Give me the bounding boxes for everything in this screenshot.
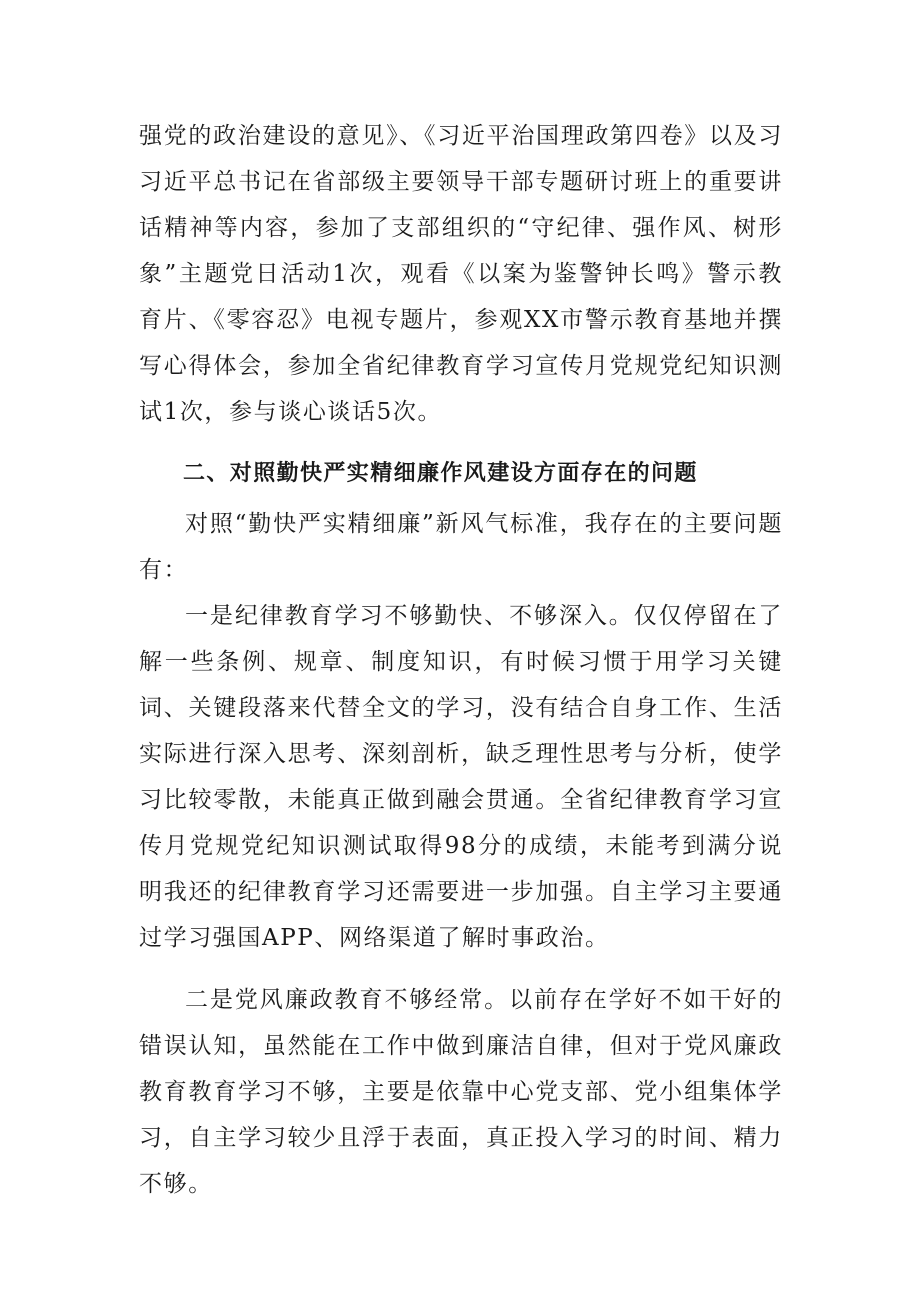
intro-paragraph: 对照“勤快严实精细廉”新风气标准，我存在的主要问题有： xyxy=(139,511,783,583)
issue-two-paragraph: 二是党风廉政教育不够经常。以前存在学好不如干好的错误认知，虽然能在工作中做到廉洁自律，但对于党风廉政教育教育学习不够，主要是依靠中心党支部、党小组集体学习，自主学习较少且浮于表面，真正投入学习的时间、精力不够。 xyxy=(139,987,783,1197)
paragraph-continued: 强党的政治建设的意见》、《习近平治国理政第四卷》以及习习近平总书记在省部级主要领导干部专题研讨班上的重要讲话精神等内容，参加了支部组织的“守纪律、强作风、树形象”主题党日活动1次，观看《以案为鉴警钟长鸣》警示教育片、《零容忍》电视专题片，参观XX市警示教育基地并撰写心得体会，参加全省纪律教育学习宣传月党规党纪知识测试1次，参与谈心谈话5次。 xyxy=(139,123,783,425)
document-body xyxy=(139,113,783,1207)
section-heading: 二、对照勤快严实精细廉作风建设方面存在的问题 xyxy=(183,461,698,486)
issue-one-paragraph: 一是纪律教育学习不够勤快、不够深入。仅仅停留在了解一些条例、规章、制度知识，有时候习惯于用学习关键词、关键段落来代替全文的学习，没有结合自身工作、生活实际进行深入思考、深刻剖析，缺乏理性思考与分析，使学习比较零散，未能真正做到融会贯通。全省纪律教育学习宣传月党规党纪知识测试取得98分的成绩，未能考到满分说明我还的纪律教育学习还需要进一步加强。自主学习主要通过学习强国APP、网络渠道了解时事政治。 xyxy=(139,603,783,951)
